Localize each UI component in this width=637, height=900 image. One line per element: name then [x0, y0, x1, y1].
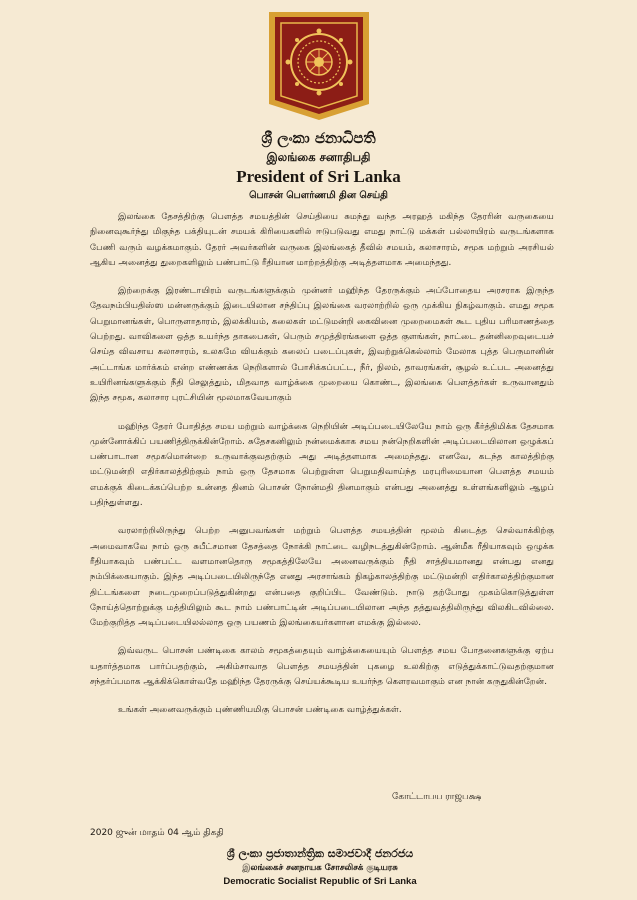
signature-name: கோட்டாபய ராஜபக்ஷ [392, 792, 482, 802]
presidential-emblem-icon [265, 4, 373, 122]
footer-english: Democratic Socialist Republic of Sri Lanka [223, 876, 417, 887]
date-line: 2020 ஜுன் மாதம் 04 ஆம் திகதி [90, 828, 224, 838]
title-sinhala: ශ්‍රී ලංකා ජනාධිපති [261, 129, 376, 147]
paragraph-1: இலங்கை தேசத்திற்கு பௌத்த சமயத்தின் செய்தியை சுமந்து வந்த அரஹத் மகிந்த தேரரின் வருகையை நினைவுகூர்ந்து மிகுந்த பக்தியுடன் சமயக் கிரியைகளில் ஈடுபடுவது எமது நாட்டு மக்கள் பல்லாயிரம் வருடங்களாக பேணி வரும் வழக்கமாகும். தேரர் அவர்களின் வருகை இலங்கைத் தீவில் சமயம், கலாசாரம், சமூக மற்றும் அரசியல் ஆகிய அனைத்து துறைகளிலும் பண்பாட்டு ரீதியான மாற்றத்திற்கு அடித்தளமாக அமைந்தது. [90, 212, 554, 268]
paragraph-2: இற்றைக்கு இரண்டாயிரம் வருடங்களுக்கும் முன்னர் மஹிந்த தேரருக்கும் அப்போதைய அரசராக இருந்த தேவநம்பியதிஸ்ஸ மன்னருக்கும் இடையிலான சந்திப்பு இலங்கை வரலாற்றில் ஒரு முக்கிய நிகழ்வாகும். எமது சமூக பெறுமானங்கள், பொருளாதாரம், இலக்கியம், கலைகள் மட்டுமன்றி கைவினை முறைமைகள் கூட புதிய பரிமாணத்தை பெற்றது. வாவிகளை ஒத்த உயர்ந்த தாகபைகள், பெரும் சமுத்திரங்களை ஒத்த குளங்கள், நாட்டை தன்னிறைவுடையச் செய்த விவசாய கலாசாரம், உலகமே வியக்கும் கலைப் படைப்புகள், இவற்றுக்கெல்லாம் மேலாக புத்த பெருமானின் அட்டாங்க மார்க்கம் என்ற எண்ணக்க நெறிகளால் போசிக்கப்பட்ட, நீர், நிலம், தாவரங்கள், சூழல் உட்பட அனைத்து உயிரினங்களுக்கும் நீதி செலுத்தும், மிதவாத வாழ்க்கை முறையை கொண்ட, இலங்கை பௌத்தர்கள் உருவானதும் இந்த சமூக, கலாசார புரட்சியின் மூலமாகவேயாகும் [90, 286, 554, 404]
message-subtitle: பொசன் பௌர்ணமி தின செய்தி [249, 190, 388, 201]
title-english: President of Sri Lanka [236, 167, 401, 186]
paragraph-5: இவ்வருட பொசன் பண்டிகை காலம் சமூகத்தையும் வாழ்க்கையையும் பௌத்த சமய போதனைகளுக்கு ஏற்ப யதார்த்தமாக பார்ப்பதற்கும், அகிம்சாவாத பௌத்த சமயத்தின் புகழை உலகிற்கு எடுத்துக்காட்டுவதற்குமான சந்தர்ப்பமாக ஆக்கிக்கொள்வதே மஹிந்த தேரருக்கு செய்யக்கூடிய உயர்ந்த கௌரவமாகும் என நான் கருதுகின்றேன். [90, 646, 554, 688]
footer-sinhala: ශ්‍රී ලංකා ප්‍රජාතාන්ත්‍රික සමාජවාදී ජනරජය [226, 847, 414, 860]
paragraph-3: மஹிந்த தேரர் போதித்த சமய மற்றும் வாழ்க்கை நெறியின் அடிப்படையிலேயே நாம் ஒரு கீர்த்திமிக்க தேசமாக முன்னோக்கிப் பயணித்திருக்கின்றோம். சுதேசகனிலும் நன்மைக்காக சமய நன்நெறிகளின் அடிப்படையிலான ஒழுக்கப் பண்பாடான சமூகமொன்றை உருவாக்குவதற்கும் அது அடித்தளமாக அமைந்தது. எனவே, கடந்த காலத்திற்கு மட்டுமன்றி எதிர்காலத்திற்கும் நாம் ஒரு தேசமாக பெற்றுள்ள பெறுமதிவாய்ந்த மரபுரிமையான பௌத்த சமயம் எமக்குக் கிடைக்கப்பெற்ற உன்னத தினம் பொசன் நோன்மதி தினமாகும் என்பது அனைத்து உள்ளங்களிலும் ஆழப் பதிந்துள்ளது. [90, 421, 554, 509]
title-tamil: இலங்கை சனாதிபதி [266, 150, 371, 164]
footer [150, 846, 490, 889]
paragraph-4: வரலாற்றிலிருந்து பெற்ற அனுபவங்கள் மற்றும் பௌத்த சமயத்தின் மூலம் கிடைத்த செல்வாக்கிற்கு அமைவாகவே நாம் ஒரு சுபீட்சமான தேசத்தை நோக்கி நாட்டை வழிநடத்துகின்றோம். ஆன்மீக ரீதியாகவும் ஒழுக்க ரீதியாகவும் பண்பட்ட வளமானதொரு சமூகத்திலேயே அனைவருக்கும் நீதி சாத்தியமானது என்பது எனது நம்பிக்கையாகும். இந்த அடிப்படையிலிருந்தே எனது அரசாங்கம் நிகழ்காலத்திற்கு மட்டுமன்றி எதிர்காலத்திற்குமான திட்டங்களை நடைமுறைப்படுத்துகின்றது என்பதை குறிப்பிட வேண்டும். நாடு தற்போது முகம்கொடுத்துள்ள நோய்த்தொற்றுக்கு மத்தியிலும் கூட நாம் பண்பாட்டின் அடிப்படையிலான அந்த தத்துவத்திலிருந்து விலகிடவில்லை. மேற்குறித்த அடிப்படையிலல்லாத ஒரு பயணம் இலங்கையர்களான எமக்கு இல்லை. [90, 526, 554, 629]
message-body [90, 210, 554, 732]
paragraph-6: உங்கள் அனைவருக்கும் புண்ணியமிகு பொசன் பண்டிகை வாழ்த்துக்கள். [118, 705, 402, 716]
letterhead [0, 128, 637, 205]
footer-tamil: இலங்கைச் சனநாயக சோசலிசக் குடியரசு [242, 863, 398, 873]
emblem-area [0, 0, 637, 125]
